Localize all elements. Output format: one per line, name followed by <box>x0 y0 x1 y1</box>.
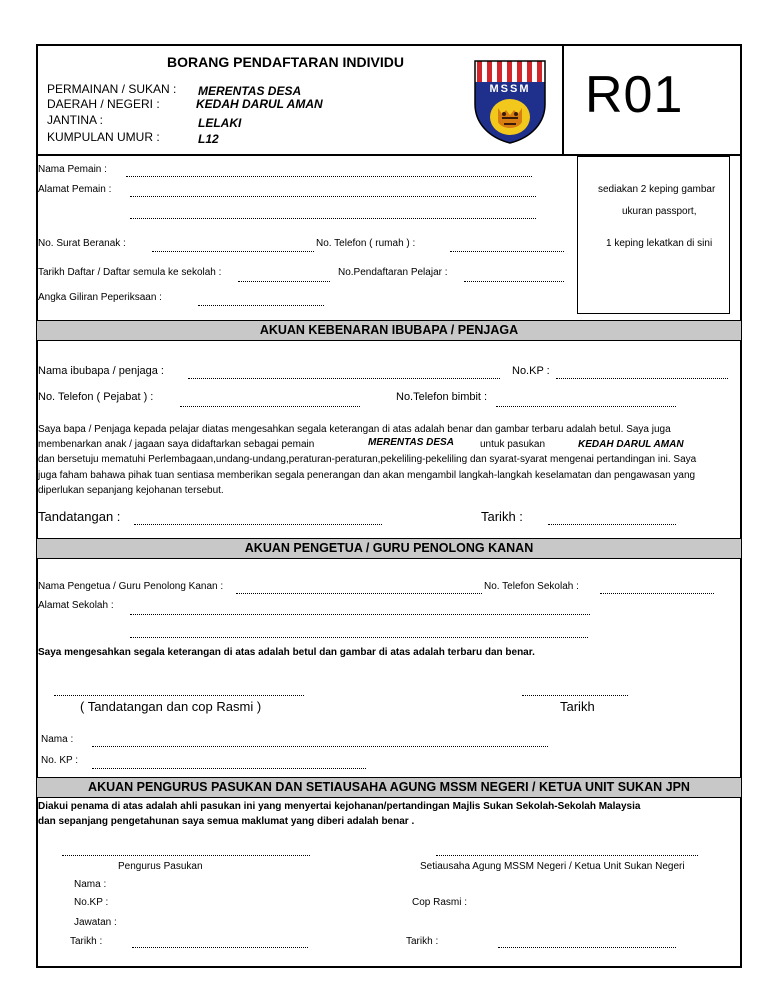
secretary-stamp-label: Cop Rasmi : <box>412 897 468 908</box>
manager-ic-label: No.KP : <box>74 897 109 908</box>
manager-date-label: Tarikh : <box>70 936 103 947</box>
form-code: R01 <box>585 66 684 124</box>
birth-cert-field[interactable] <box>152 251 314 252</box>
declaration-sport: MERENTAS DESA <box>368 437 454 448</box>
school-phone-field[interactable] <box>600 593 714 594</box>
parent-declaration-line-4: juga faham bahawa pihak tuan sentiasa memberikan segala penerangan dan akan mengambil langkah-langkah keselamatan dan pengawasan yang <box>38 470 696 481</box>
player-address-label: Alamat Pemain : <box>38 184 112 195</box>
phone-home-field[interactable] <box>450 251 564 252</box>
principal-ic-field[interactable] <box>92 768 366 769</box>
school-address-label: Alamat Sekolah : <box>38 600 114 611</box>
principal-statement: Saya mengesahkan segala keterangan di atas adalah betul dan gambar di atas adalah terbaru dan benar. <box>38 647 535 658</box>
player-address-field-2[interactable] <box>130 218 536 219</box>
office-phone-field[interactable] <box>180 406 360 407</box>
exam-index-field[interactable] <box>198 305 324 306</box>
sport-value: MERENTAS DESA <box>198 84 302 98</box>
mobile-phone-label: No.Telefon bimbit : <box>396 391 488 403</box>
parent-declaration-line-2: membenarkan anak / jagaan saya didaftarkan sebagai pemain <box>38 439 315 450</box>
principal-section-title: AKUAN PENGETUA / GURU PENOLONG KANAN <box>37 538 741 559</box>
principal-date-label: Tarikh <box>560 699 595 714</box>
manager-section-title: AKUAN PENGURUS PASUKAN DAN SETIAUSAHA AGUNG MSSM NEGERI / KETUA UNIT SUKAN JPN <box>37 777 741 798</box>
declaration-team: KEDAH DARUL AMAN <box>578 439 684 450</box>
principal-name-field[interactable] <box>236 593 482 594</box>
mobile-phone-field[interactable] <box>496 406 676 407</box>
photo-instruction-1: sediakan 2 keping gambar <box>598 184 716 195</box>
principal-name2-field[interactable] <box>92 746 548 747</box>
manager-name-label: Nama : <box>74 879 107 890</box>
secretary-signature-field[interactable] <box>436 855 698 856</box>
gender-value: LELAKI <box>198 116 242 130</box>
form-code-divider <box>562 45 564 154</box>
birth-cert-label: No. Surat Beranak : <box>38 238 126 249</box>
form-title: BORANG PENDAFTARAN INDIVIDU <box>167 54 404 70</box>
register-date-label: Tarikh Daftar / Daftar semula ke sekolah : <box>38 267 222 278</box>
principal-signature-label: ( Tandatangan dan cop Rasmi ) <box>80 699 262 714</box>
parent-section-title: AKUAN KEBENARAN IBUBAPA / PENJAGA <box>37 320 741 341</box>
state-value: KEDAH DARUL AMAN <box>196 97 323 111</box>
manager-signature-label: Pengurus Pasukan <box>118 861 203 872</box>
manager-position-label: Jawatan : <box>74 917 117 928</box>
principal-name2-label: Nama : <box>41 734 74 745</box>
gender-label: JANTINA : <box>47 113 104 127</box>
parent-declaration-line-3: dan bersetuju mematuhi Perlembagaan,undang-undang,peraturan-peraturan,pekeliling-pekeliling dan syarat-syarat mengenai pertandingan ini. Saya <box>38 454 697 465</box>
photo-box[interactable] <box>577 156 730 314</box>
parent-date-field[interactable] <box>548 524 676 525</box>
school-address-field-1[interactable] <box>130 614 590 615</box>
player-name-label: Nama Pemain : <box>38 164 107 175</box>
state-label: DAERAH / NEGERI : <box>47 97 160 111</box>
photo-instruction-2: ukuran passport, <box>622 206 697 217</box>
parent-ic-field[interactable] <box>556 378 728 379</box>
principal-date-field[interactable] <box>522 695 628 696</box>
manager-date-field[interactable] <box>132 947 308 948</box>
player-name-field[interactable] <box>126 176 532 177</box>
player-address-field-1[interactable] <box>130 196 536 197</box>
parent-date-label: Tarikh : <box>481 509 523 524</box>
register-date-field[interactable] <box>238 281 330 282</box>
school-phone-label: No. Telefon Sekolah : <box>484 581 579 592</box>
photo-instruction-3: 1 keping lekatkan di sini <box>606 238 713 249</box>
parent-name-field[interactable] <box>188 378 500 379</box>
age-group-label: KUMPULAN UMUR : <box>47 130 160 144</box>
parent-signature-label: Tandatangan : <box>38 509 121 524</box>
secretary-date-label: Tarikh : <box>406 936 439 947</box>
principal-name-label: Nama Pengetua / Guru Penolong Kanan : <box>38 581 224 592</box>
principal-ic-label: No. KP : <box>41 755 79 766</box>
exam-index-label: Angka Giliran Peperiksaan : <box>38 292 162 303</box>
sport-label: PERMAINAN / SUKAN : <box>47 82 177 96</box>
manager-statement-2: dan sepanjang pengetahunan saya semua maklumat yang diberi adalah benar . <box>38 816 415 827</box>
parent-signature-field[interactable] <box>134 524 382 525</box>
manager-statement-1: Diakui penama di atas adalah ahli pasukan ini yang menyertai kejohanan/pertandingan Majlis Sukan Sekolah-Sekolah Malaysia <box>38 801 641 812</box>
parent-ic-label: No.KP : <box>512 365 550 377</box>
parent-declaration-line-5: diperlukan sepanjang kejohanan tersebut. <box>38 485 224 496</box>
school-address-field-2[interactable] <box>130 637 588 638</box>
student-reg-label: No.Pendaftaran Pelajar : <box>338 267 448 278</box>
age-group-value: L12 <box>198 132 219 146</box>
secretary-signature-label: Setiausaha Agung MSSM Negeri / Ketua Unit Sukan Negeri <box>420 861 685 872</box>
mssm-logo <box>472 58 548 144</box>
secretary-date-field[interactable] <box>498 947 676 948</box>
parent-name-label: Nama ibubapa / penjaga : <box>38 365 164 377</box>
declaration-team-label: untuk pasukan <box>480 439 546 450</box>
student-reg-field[interactable] <box>464 281 564 282</box>
parent-declaration-line-1: Saya bapa / Penjaga kepada pelajar diatas mengesahkan segala keterangan di atas adalah benar dan gambar terbaru adalah betul. Saya juga <box>38 424 671 435</box>
manager-signature-field[interactable] <box>62 855 310 856</box>
phone-home-label: No. Telefon ( rumah ) : <box>316 238 416 249</box>
office-phone-label: No. Telefon ( Pejabat ) : <box>38 391 154 403</box>
logo-text: MSSM <box>489 83 531 95</box>
principal-signature-field[interactable] <box>54 695 304 696</box>
